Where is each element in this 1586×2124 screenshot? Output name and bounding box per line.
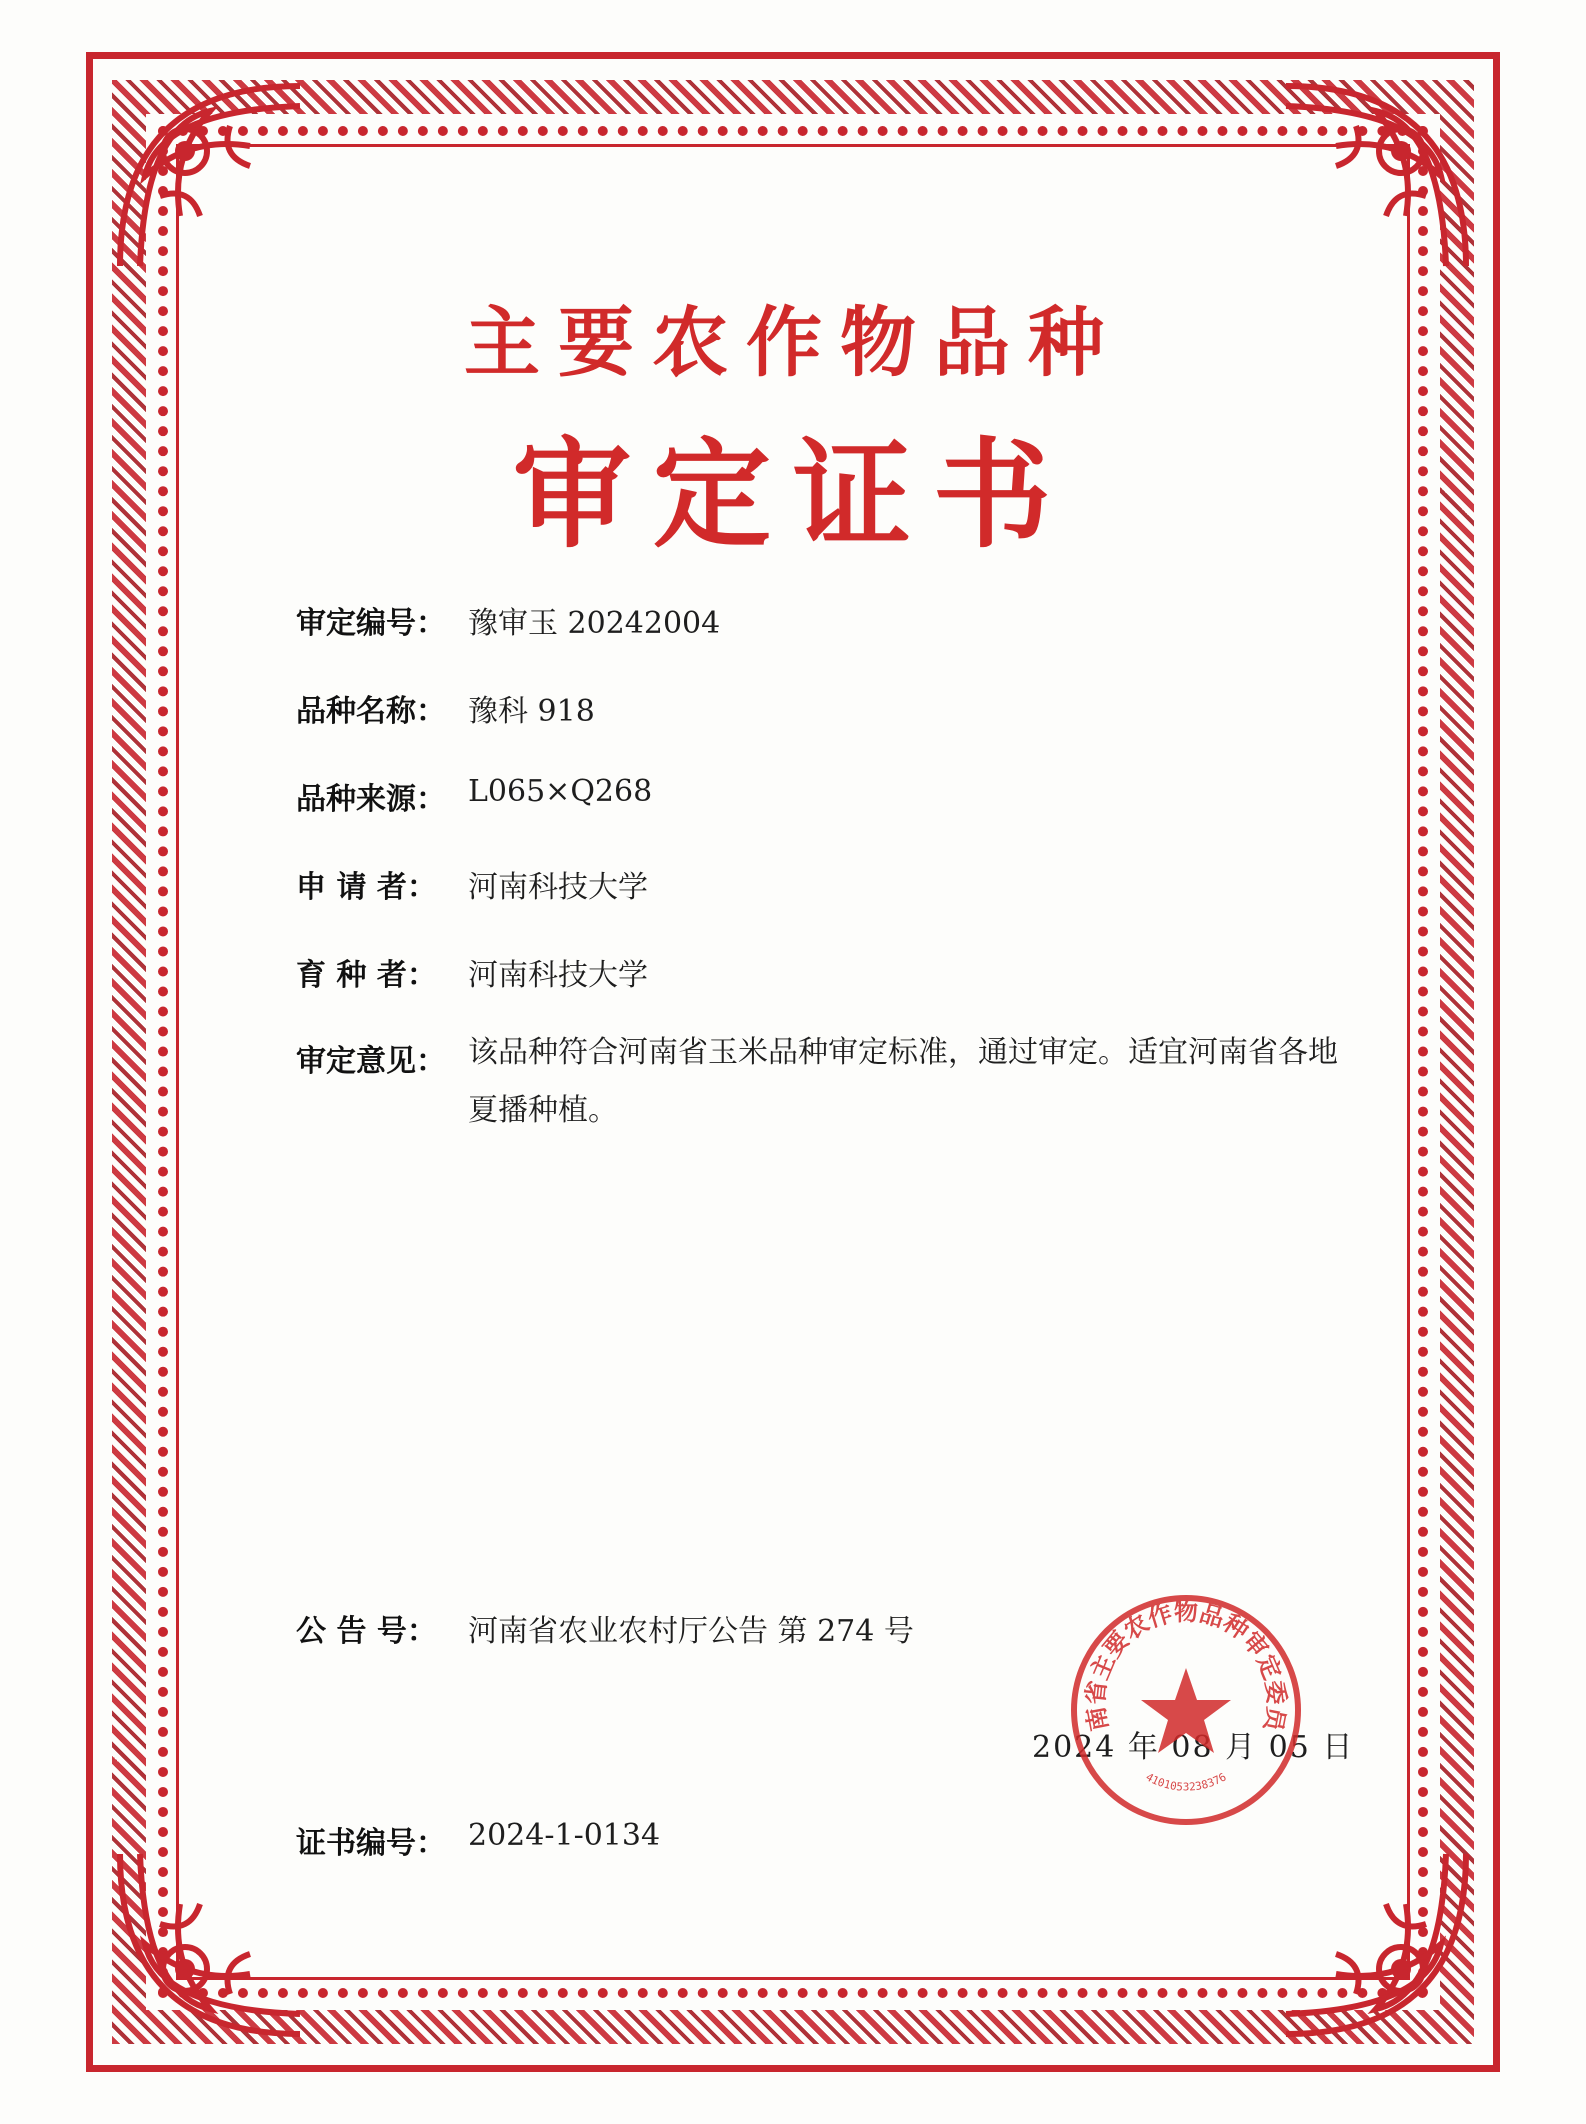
corner-ornament-top-left xyxy=(100,66,330,296)
field-label: 申 请 者： xyxy=(296,870,437,905)
corner-ornament-top-right xyxy=(1256,66,1486,296)
field-certificate-number xyxy=(296,1818,660,1862)
field-value: 河南科技大学 xyxy=(468,958,648,993)
certificate-title-line2: 审定证书 xyxy=(512,425,1073,564)
field-label: 证书编号： xyxy=(296,1826,446,1861)
official-seal xyxy=(1066,1590,1306,1830)
field-label: 审定编号： xyxy=(296,606,446,641)
seal-code: 4101053238376 xyxy=(1143,1770,1229,1794)
field-value: 河南省农业农村厅公告 第 274 号 xyxy=(468,1614,914,1649)
field-value: 2024-1-0134 xyxy=(468,1818,661,1853)
field-label: 育 种 者： xyxy=(296,958,437,993)
field-applicant xyxy=(296,862,648,906)
field-variety-name xyxy=(296,686,595,730)
field-label: 审定意见： xyxy=(296,1044,446,1079)
corner-ornament-bottom-right xyxy=(1256,1824,1486,2054)
field-approval-number xyxy=(296,598,720,642)
field-value: 该品种符合河南省玉米品种审定标准，通过审定。适宜河南省各地夏播种植。 xyxy=(468,1035,1338,1128)
field-label: 品种名称： xyxy=(296,694,446,729)
field-value: 豫审玉 20242004 xyxy=(468,606,721,641)
field-value: 豫科 918 xyxy=(468,694,595,729)
certificate-title-line1: 主要农作物品种 xyxy=(464,298,1122,387)
field-label: 品种来源： xyxy=(296,782,446,817)
issue-date: 2024 年 08 月 05 日 xyxy=(1032,1730,1355,1765)
field-breeder xyxy=(296,950,648,994)
field-variety-source xyxy=(296,774,652,818)
field-label: 公 告 号： xyxy=(296,1614,437,1649)
field-approval-opinion xyxy=(296,1036,1348,1140)
field-value: L065×Q268 xyxy=(468,774,653,809)
seal-text: 南省主要农作物品种审定委员 xyxy=(1081,1598,1291,1734)
svg-text:4101053238376 xyxy=(1143,1770,1228,1793)
field-announcement-number xyxy=(296,1606,914,1650)
field-value: 河南科技大学 xyxy=(468,870,648,905)
